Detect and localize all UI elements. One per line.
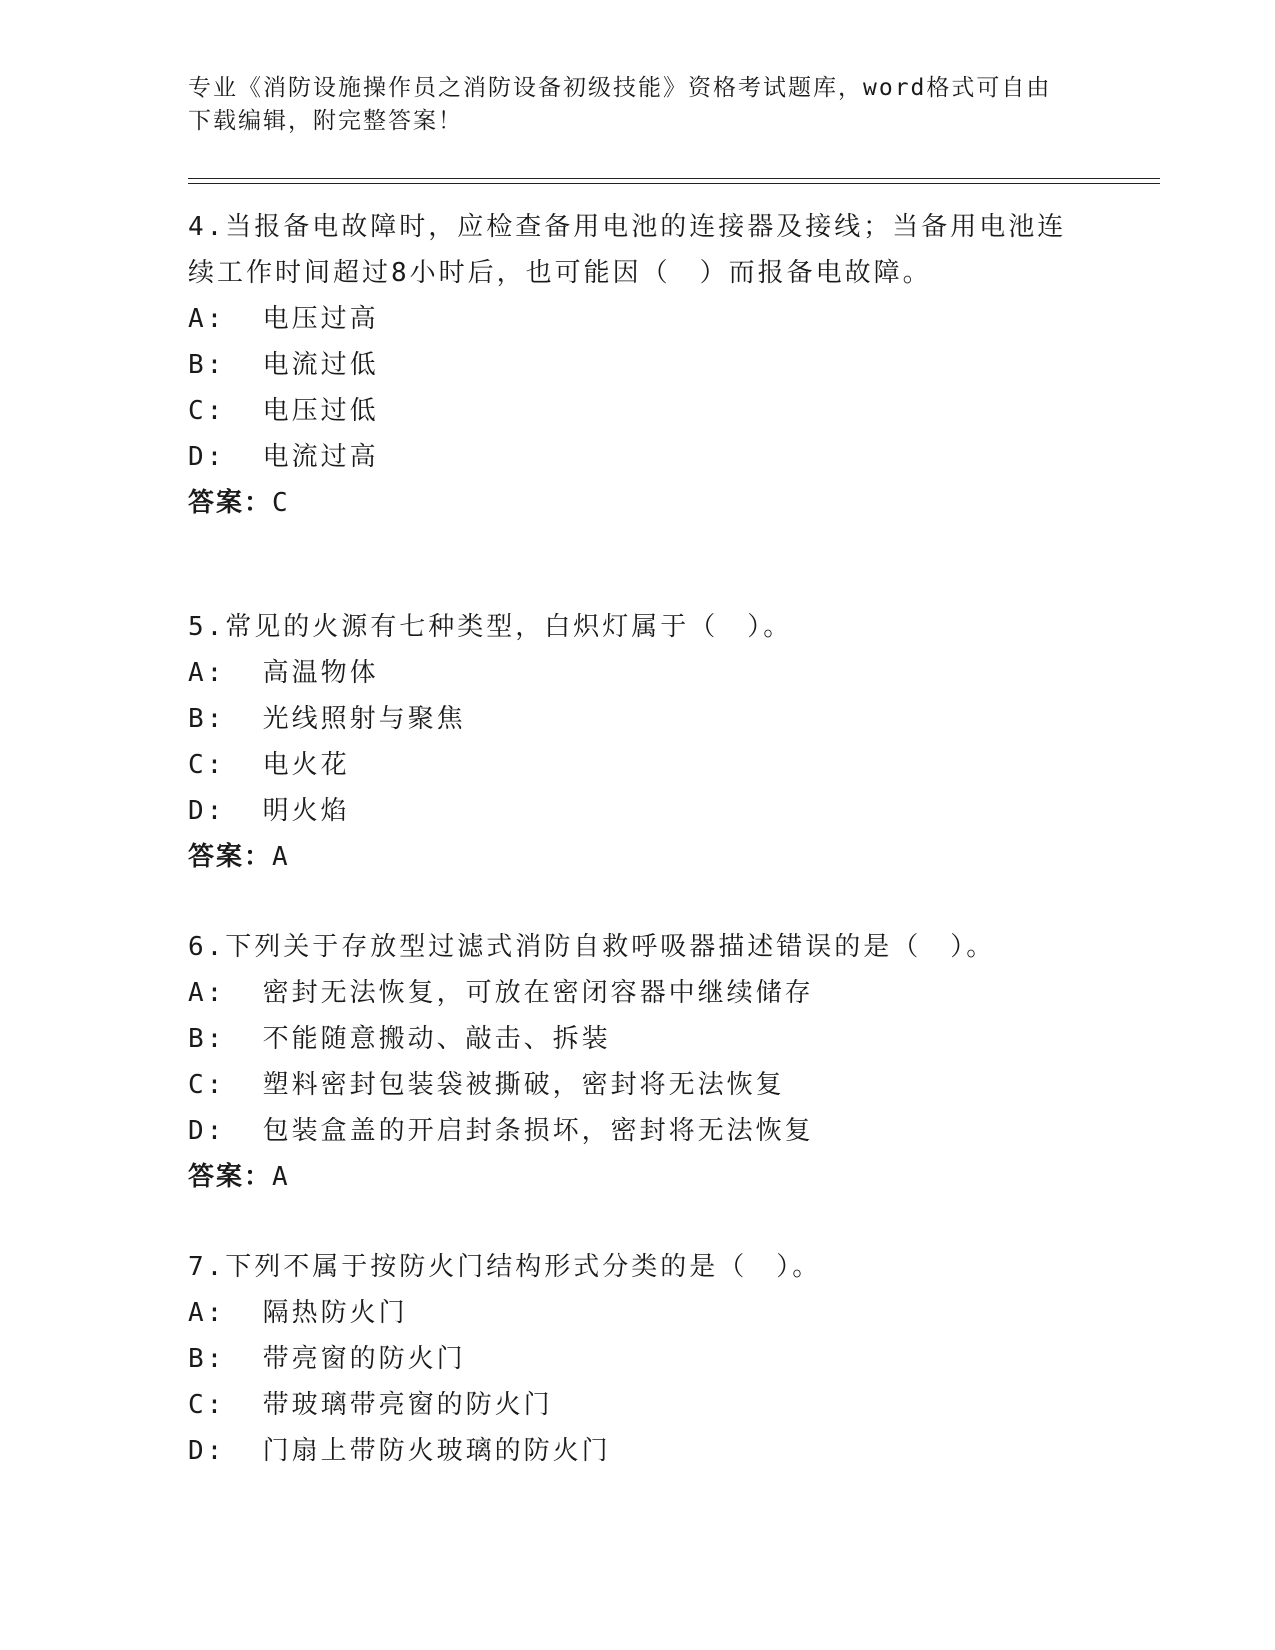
option-b: B: 光线照射与聚焦 <box>188 704 466 734</box>
option-b: B: 电流过低 <box>188 350 379 380</box>
option-b: B: 带亮窗的防火门 <box>188 1344 466 1374</box>
answer-line <box>188 1154 1088 1200</box>
answer-line <box>188 834 1088 880</box>
answer-value: A <box>272 842 290 872</box>
option-d: D: 包装盒盖的开启封条损坏，密封将无法恢复 <box>188 1116 814 1146</box>
option-a: A: 电压过高 <box>188 304 379 334</box>
answer-label: 答案： <box>188 1162 273 1192</box>
answer-label: 答案： <box>188 842 273 872</box>
answer-value: A <box>272 1162 290 1192</box>
question-stem: 6.下列关于存放型过滤式消防自救呼吸器描述错误的是（ ）。 <box>188 932 996 962</box>
option-c: C: 电火花 <box>188 750 350 780</box>
option-d: D: 电流过高 <box>188 442 379 472</box>
question-stem: 5.常见的火源有七种类型，白炽灯属于（ ）。 <box>188 612 793 642</box>
question-stem: 7.下列不属于按防火门结构形式分类的是（ ）。 <box>188 1252 822 1282</box>
header-divider-top <box>188 178 1160 179</box>
option-c: C: 塑料密封包装袋被撕破，密封将无法恢复 <box>188 1070 785 1100</box>
header-divider-bottom <box>188 183 1160 184</box>
question-7 <box>188 1244 1088 1474</box>
option-d: D: 门扇上带防火玻璃的防火门 <box>188 1436 611 1466</box>
document-header: 专业《消防设施操作员之消防设备初级技能》资格考试题库，word格式可自由下载编辑，附完整答案！ <box>188 75 1052 134</box>
option-a: A: 高温物体 <box>188 658 379 688</box>
answer-line <box>188 480 1088 526</box>
option-d: D: 明火焰 <box>188 796 350 826</box>
option-a: A: 密封无法恢复，可放在密闭容器中继续储存 <box>188 978 814 1008</box>
option-c: C: 电压过低 <box>188 396 379 426</box>
option-b: B: 不能随意搬动、敲击、拆装 <box>188 1024 611 1054</box>
question-6 <box>188 924 1088 1200</box>
question-4 <box>188 204 1088 526</box>
option-a: A: 隔热防火门 <box>188 1298 408 1328</box>
answer-value: C <box>272 488 290 518</box>
answer-label: 答案： <box>188 488 273 518</box>
option-c: C: 带玻璃带亮窗的防火门 <box>188 1390 553 1420</box>
question-5 <box>188 604 1088 880</box>
question-stem: 4.当报备电故障时，应检查备用电池的连接器及接线；当备用电池连续工作时间超过8小时后，也可能因（ ）而报备电故障。 <box>188 212 1067 288</box>
